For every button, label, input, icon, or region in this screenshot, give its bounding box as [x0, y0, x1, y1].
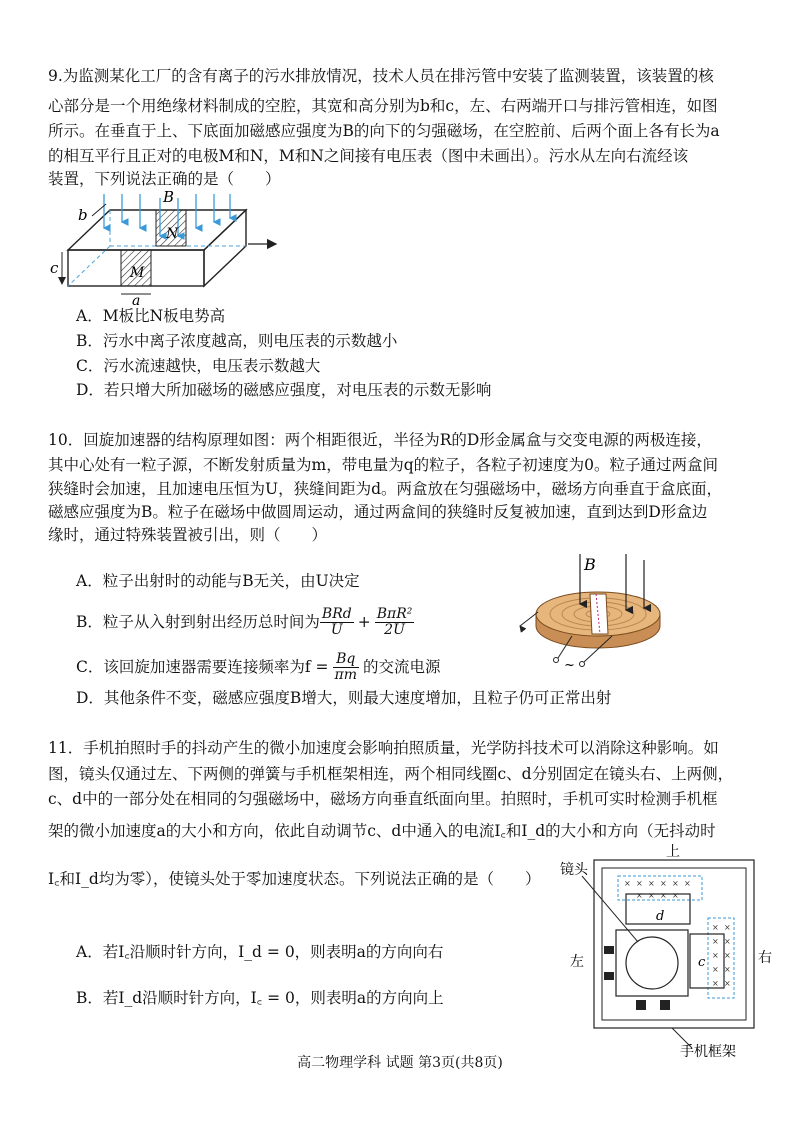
svg-text:×: ×: [724, 951, 731, 960]
q10-b-frac1-num: BRd: [321, 605, 352, 622]
q11-coil-c: [690, 934, 724, 988]
q10-option-b-fraction-1: [320, 607, 354, 638]
svg-text:×: ×: [724, 965, 731, 974]
q10-option-c-fraction: [333, 652, 359, 683]
svg-text:×: ×: [660, 891, 667, 900]
q10-cyclotron-figure: [508, 548, 668, 670]
q10-line-1: 10．回旋加速器的结构原理如图：两个相距很近，半径为R的D形金属盒与交变电源的两极连接，: [48, 431, 712, 449]
svg-text:×: ×: [648, 879, 655, 888]
q10-c-frac-num: Bq: [333, 652, 359, 668]
svg-text:×: ×: [724, 923, 731, 932]
svg-text:×: ×: [724, 979, 731, 988]
q11-option-b: B．若I_d沿顺时针方向，I꜀ = 0，则表明a的方向向上: [76, 989, 444, 1007]
q11-lens: [626, 937, 678, 989]
q10-terminal: [580, 662, 585, 667]
svg-text:×: ×: [712, 923, 719, 932]
q11-option-a: A．若I꜀沿顺时针方向，I_d = 0，则表明a的方向向右: [76, 943, 444, 961]
q11-phone-figure: [552, 838, 782, 1058]
q9-label-a: a: [132, 293, 141, 306]
q11-label-d: d: [656, 909, 665, 924]
q10-b-frac2-num: BπR²: [376, 605, 413, 622]
q10-option-b-plus: +: [357, 613, 371, 631]
q10-option-a: A．粒子出射时的动能与B无关，由U决定: [76, 572, 360, 590]
page-footer: 高二物理学科 试题 第3页(共8页): [297, 1055, 503, 1071]
q11-line-3: c、d中的一部分处在相同的匀强磁场中，磁场方向垂直纸面向里。拍照时，手机可实时检测手机框: [48, 790, 718, 808]
svg-text:×: ×: [712, 951, 719, 960]
q9-label-b: b: [78, 206, 88, 224]
q10-option-c-text: C．该回旋加速器需要连接频率为f =: [76, 658, 329, 676]
q9-option-c: C．污水流速越快，电压表示数越大: [76, 357, 321, 375]
q10-label-b: B: [584, 555, 596, 574]
q9-label-m: M: [130, 265, 145, 281]
q10-exit-arrow: [520, 612, 538, 626]
q9-line-5: 装置，下列说法正确的是（ ）: [48, 170, 281, 188]
q11-spring-bottom: [636, 1000, 646, 1010]
q9-box-right-face: [204, 210, 246, 286]
q10-b-frac2-den: 2U: [384, 621, 405, 638]
svg-text:×: ×: [684, 879, 691, 888]
svg-text:×: ×: [648, 891, 655, 900]
q9-sensor-figure: [48, 188, 288, 306]
q9-label-c: c: [50, 259, 59, 277]
q9-label-b-field: B: [163, 188, 175, 206]
q11-line-1: 11．手机拍照时手的抖动产生的微小加速度会影响拍照质量，光学防抖技术可以消除这种影响。如: [48, 739, 719, 757]
q9-option-b: B．污水中离子浓度越高，则电压表的示数越小: [76, 332, 398, 350]
q10-line-4: 磁感应强度为B。粒子在磁场中做圆周运动，通过两盒间的狭缝时反复被加速，直到达到D形盒边: [48, 503, 708, 521]
q10-line-5: 缘时，通过特殊装置被引出，则（ ）: [48, 526, 328, 544]
q9-line-3: 所示。在垂直于上、下底面加磁感应强度为B的向下的匀强磁场，在空腔前、后两个面上各有长为a: [48, 122, 720, 140]
q9-line-2: 心部分是一个用绝缘材料制成的空腔，其宽和高分别为b和c，左、右两端开口与排污管相连，如图: [48, 97, 718, 115]
q9-option-d: D．若只增大所加磁场的磁感应强度，对电压表的示数无影响: [76, 381, 492, 399]
q10-option-c: [76, 646, 441, 688]
q9-line-1: 9.为监测某化工厂的含有离子的污水排放情况，技术人员在排污管中安装了监测装置，该装置的核: [48, 67, 714, 85]
q11-spring-bottom: [660, 1000, 670, 1010]
q10-ac-symbol: ~: [564, 658, 575, 670]
svg-text:×: ×: [712, 965, 719, 974]
svg-text:×: ×: [660, 879, 667, 888]
q9-hidden-edge: [68, 246, 110, 286]
svg-text:×: ×: [636, 879, 643, 888]
svg-text:×: ×: [712, 979, 719, 988]
q9-label-n: N: [166, 226, 179, 242]
q11-line-4: 架的微小加速度a的大小和方向，依此自动调节c、d中通入的电流I꜀和I_d的大小和方向（无抖动时: [48, 822, 716, 840]
q11-spring-left: [604, 946, 614, 954]
svg-text:×: ×: [636, 891, 643, 900]
q9-option-a: A．M板比N板电势高: [76, 307, 226, 325]
q10-terminal: [554, 658, 559, 663]
q10-option-b-text: B．粒子从入射到射出经历总时间为: [76, 613, 320, 631]
q10-line-2: 其中心处有一粒子源，不断发射质量为m，带电量为q的粒子，各粒子初速度为0。粒子通过两盒间: [48, 456, 718, 474]
q11-spring-left: [604, 972, 614, 980]
q10-c-frac-den: πm: [334, 666, 357, 683]
q11-line-2: 图，镜头仅通过左、下两侧的弹簧与手机框架相连，两个相同线圈c、d分别固定在镜头右、上两侧，: [48, 765, 734, 783]
q10-option-b: [76, 600, 414, 644]
q10-line-3: 狭缝时会加速，且加速电压恒为U，狭缝间距为d。两盒放在匀强磁场中，磁场方向垂直于盒底面，: [48, 480, 722, 498]
q11-label-lens: 镜头: [560, 862, 588, 878]
svg-text:×: ×: [624, 879, 631, 888]
q11-label-right: 右: [758, 950, 772, 966]
svg-text:×: ×: [672, 891, 679, 900]
q11-label-frame: 手机框架: [680, 1044, 736, 1058]
q11-label-top: 上: [666, 844, 680, 860]
q11-label-left: 左: [570, 954, 584, 970]
svg-text:×: ×: [712, 937, 719, 946]
q10-d-gap: [590, 594, 608, 634]
q10-option-c-suffix: 的交流电源: [363, 658, 441, 676]
q11-label-c: c: [698, 955, 706, 970]
q9-line-4: 的相互平行且正对的电极M和N，M和N之间接有电压表（图中未画出）。污水从左向右流经该: [48, 147, 689, 165]
svg-text:×: ×: [672, 879, 679, 888]
svg-text:×: ×: [724, 937, 731, 946]
q11-line-5: I꜀和I_d均为零），使镜头处于零加速度状态。下列说法正确的是（ ）: [48, 870, 541, 888]
q10-b-frac1-den: U: [330, 621, 343, 638]
q10-option-d: D．其他条件不变，磁感应强度B增大，则最大速度增加，且粒子仍可正常出射: [76, 689, 612, 707]
q10-option-b-fraction-2: [375, 607, 415, 638]
